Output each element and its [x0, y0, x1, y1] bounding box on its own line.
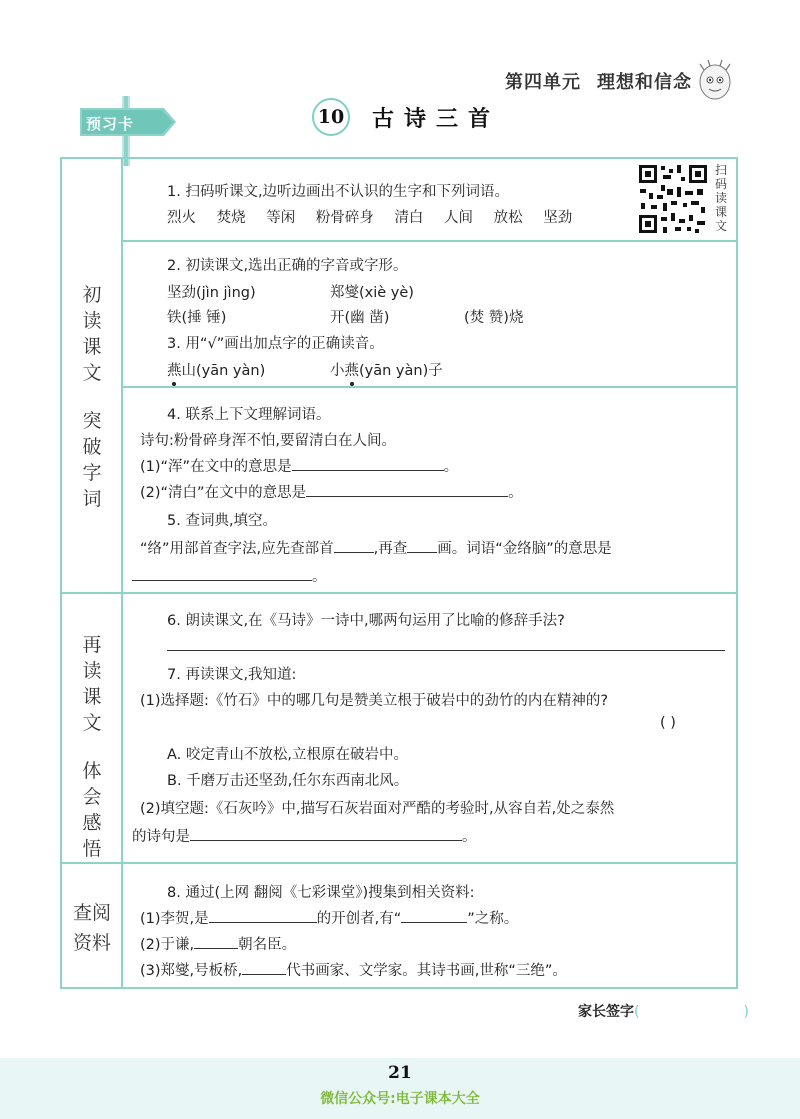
- signature-label: 家长签字: [578, 1004, 634, 1020]
- item-options: (幽 凿): [344, 310, 390, 326]
- answer-blank[interactable]: [306, 482, 508, 497]
- q7-option-b: B. 千磨万击还坚劲,任尔东西南北风。: [167, 773, 409, 789]
- question-text: ”之称。: [467, 911, 519, 927]
- qr-label-char: 读: [714, 191, 727, 205]
- cat-char: 文: [82, 362, 102, 384]
- q4-poem: 诗句:粉骨碎身浑不怕,要留清白在人间。: [140, 433, 396, 449]
- cat-char: 字: [82, 462, 102, 484]
- cat-char: 会: [82, 786, 102, 808]
- question-text: 的开创者,有“: [316, 911, 402, 927]
- q7-sub1: (1)选择题:《竹石》中的哪几句是赞美立根于破岩中的劲竹的内在精神的?: [140, 693, 609, 709]
- unit-title: [505, 68, 692, 94]
- cat-char: 再: [82, 634, 102, 656]
- item-word: 铁: [167, 310, 182, 326]
- item-options: (焚 赞): [464, 310, 509, 326]
- word: 粉骨碎身: [315, 210, 374, 226]
- tag-label: 预习卡: [86, 115, 135, 133]
- word: 焚烧: [216, 210, 246, 226]
- qr-label-char: 码: [714, 177, 727, 191]
- cat-char: 料: [92, 932, 112, 954]
- q2-prompt: 2. 初读课文,选出正确的字音或字形。: [167, 258, 408, 274]
- answer-blank[interactable]: [194, 934, 238, 949]
- question-text: 。: [443, 459, 459, 475]
- answer-blank[interactable]: [132, 566, 312, 581]
- unit-number: 第四单元: [505, 72, 581, 93]
- question-text: (1)李贺,是: [140, 911, 209, 927]
- cat-char: 课: [82, 686, 102, 708]
- cat-char: 阅: [92, 902, 112, 924]
- cat-char: 资: [72, 932, 92, 954]
- item-word: 山: [181, 363, 196, 379]
- qr-label: [712, 163, 730, 233]
- cat-char: 感: [82, 812, 102, 834]
- question-text: 代书画家、文学家。其诗书画,世称“三绝”。: [286, 963, 567, 979]
- qr-label-char: 文: [714, 219, 727, 233]
- question-text: (1)“浑”在文中的意思是: [140, 459, 292, 475]
- question-text: 。: [462, 829, 477, 845]
- item-word: 烧: [508, 310, 524, 326]
- q2-item-d: [330, 306, 389, 327]
- cat-char: 体: [82, 760, 102, 782]
- cat-char: 文: [82, 712, 102, 734]
- category-research: [62, 898, 122, 958]
- q5-line2: [132, 565, 327, 586]
- section-divider: [60, 862, 738, 864]
- q6-prompt: 6. 朗读课文,在《马诗》一诗中,哪两句运用了比喻的修辞手法?: [167, 613, 565, 629]
- word: 放松: [493, 210, 523, 226]
- answer-blank[interactable]: [242, 960, 286, 975]
- q5-prompt: 5. 查词典,填空。: [167, 513, 278, 529]
- answer-blank[interactable]: [334, 538, 374, 553]
- lesson-heading: [312, 100, 500, 134]
- q2-item-e: [464, 306, 523, 327]
- item-word: 开: [330, 310, 345, 326]
- dotted-char: 燕: [345, 359, 360, 380]
- q8-prompt: 8. 通过(上网 翻阅《七彩课堂》)搜集到相关资料:: [167, 885, 475, 901]
- q8-line2: [140, 933, 296, 954]
- cat-char: 破: [82, 436, 102, 458]
- q4-prompt: 4. 联系上下文理解词语。: [167, 407, 331, 423]
- cat-char: 词: [82, 488, 102, 510]
- cat-row: [73, 928, 111, 958]
- row-divider: [121, 386, 738, 388]
- signature-paren: ): [743, 1004, 749, 1020]
- lesson-number: 10: [312, 98, 350, 136]
- qr-label-char: 课: [714, 205, 727, 219]
- item-word: 子: [428, 363, 443, 379]
- word: 清白: [394, 210, 424, 226]
- answer-blank[interactable]: [401, 908, 467, 923]
- q1-words: [167, 206, 572, 227]
- q7-prompt: 7. 再读课文,我知道:: [167, 667, 297, 683]
- section-divider: [60, 592, 738, 594]
- q2-item-b: [330, 281, 414, 302]
- unit-theme: 理想和信念: [597, 72, 692, 93]
- q4-part2: [140, 481, 523, 502]
- q8-line3: [140, 959, 567, 980]
- question-text: (2)“清白”在文中的意思是: [140, 485, 307, 501]
- item-pinyin: (jìn jìng): [196, 285, 256, 301]
- cat-char: 读: [82, 310, 102, 332]
- category-first-read: [62, 282, 122, 512]
- mascot-icon: [696, 58, 734, 102]
- cat-char: 查: [72, 902, 92, 924]
- q3-item-b: [330, 359, 443, 380]
- word: 人间: [444, 210, 474, 226]
- q7-answer-paren[interactable]: ( ): [660, 715, 676, 731]
- q4-part1: [140, 455, 458, 476]
- question-text: “络”用部首查字法,应先查部首: [140, 541, 334, 557]
- footer-credit: 微信公众号:电子课本大全: [320, 1091, 480, 1107]
- cat-char: 悟: [82, 838, 102, 860]
- category-reread: [62, 632, 122, 862]
- item-options: (捶 锤): [181, 310, 227, 326]
- answer-blank[interactable]: [407, 538, 437, 553]
- question-text: 。: [312, 569, 327, 585]
- parent-signature[interactable]: [578, 1001, 749, 1021]
- cat-row: [73, 898, 111, 928]
- q6-answer-line[interactable]: [167, 650, 725, 651]
- q3-item-a: [167, 359, 265, 380]
- item-word: 小: [330, 363, 345, 379]
- signature-paren: (: [634, 1004, 640, 1020]
- q7-sub2: (2)填空题:《石灰吟》中,描写石灰岩面对严酷的考验时,从容自若,处之泰然: [140, 801, 615, 817]
- question-text: ,再查: [373, 541, 408, 557]
- question-text: 画。词语“金络脑”的意思是: [437, 541, 612, 557]
- item-pinyin: (yān yàn): [196, 363, 266, 379]
- answer-blank[interactable]: [209, 908, 317, 923]
- cat-char: 初: [82, 284, 102, 306]
- q7-sub2-cont: [132, 825, 477, 846]
- item-word: 郑燮: [330, 285, 359, 301]
- q1-prompt: 1. 扫码听课文,边听边画出不认识的生字和下列词语。: [167, 184, 510, 200]
- question-text: 的诗句是: [132, 829, 190, 845]
- q5-line1: [140, 537, 612, 558]
- question-text: (2)于谦,: [140, 937, 195, 953]
- question-text: (3)郑燮,号板桥,: [140, 963, 243, 979]
- dotted-char: 燕: [167, 359, 182, 380]
- item-pinyin: (xiè yè): [359, 285, 414, 301]
- cat-char: 课: [82, 336, 102, 358]
- question-text: 。: [508, 485, 523, 501]
- word: 烈火: [167, 210, 196, 226]
- q8-line1: [140, 907, 518, 928]
- answer-blank[interactable]: [292, 456, 444, 471]
- q7-option-a: A. 咬定青山不放松,立根原在破岩中。: [167, 747, 408, 763]
- item-word: 坚劲: [167, 285, 196, 301]
- row-divider: [121, 240, 738, 242]
- qr-label-char: 扫: [714, 163, 727, 177]
- q2-item-c: [167, 306, 226, 327]
- q3-prompt: 3. 用“√”画出加点字的正确读音。: [167, 336, 384, 352]
- page-number: 21: [388, 1063, 412, 1083]
- cat-char: 突: [82, 410, 102, 432]
- cat-char: 读: [82, 660, 102, 682]
- qr-code-icon: [637, 163, 709, 235]
- answer-blank[interactable]: [190, 826, 462, 841]
- word: 等闲: [266, 210, 296, 226]
- word: 坚劲: [543, 210, 573, 226]
- q2-item-a: [167, 281, 256, 302]
- item-pinyin: (yān yàn): [359, 363, 429, 379]
- lesson-title: 古诗三首: [372, 105, 501, 132]
- question-text: 朝名臣。: [238, 937, 297, 953]
